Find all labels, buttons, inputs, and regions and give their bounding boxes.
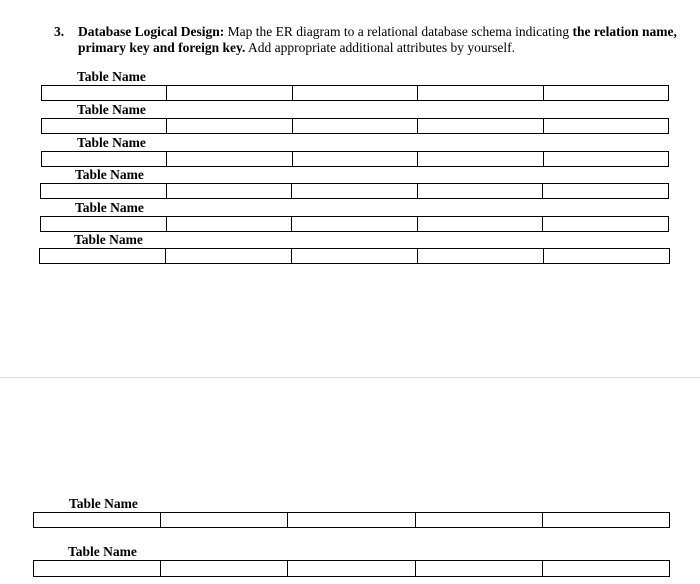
table-cell[interactable] <box>543 86 668 100</box>
question-body-1: Map the ER diagram to a relational database schema indicating <box>224 24 573 39</box>
table-cell[interactable] <box>166 184 292 198</box>
table-cell[interactable] <box>166 152 291 166</box>
table-name-label: Table Name <box>77 135 146 150</box>
table-cell[interactable] <box>41 184 166 198</box>
table-cell[interactable] <box>166 119 291 133</box>
table-name-label: Table Name <box>77 102 146 117</box>
table-cell[interactable] <box>166 217 292 231</box>
table-cell[interactable] <box>160 561 287 576</box>
table-cell[interactable] <box>34 513 160 527</box>
question-body-2: Add appropriate additional attributes by yourself. <box>245 40 515 55</box>
table-cell[interactable] <box>415 561 542 576</box>
table-cell[interactable] <box>543 152 668 166</box>
table-cell[interactable] <box>417 217 543 231</box>
table-row-blank[interactable] <box>33 512 670 528</box>
table-cell[interactable] <box>292 119 417 133</box>
table-row-blank[interactable] <box>40 183 669 199</box>
table-cell[interactable] <box>417 184 543 198</box>
table-cell[interactable] <box>287 561 414 576</box>
table-row-blank[interactable] <box>41 151 669 167</box>
table-cell[interactable] <box>291 249 417 263</box>
table-cell[interactable] <box>165 249 291 263</box>
question-emphasis: the relation name, primary key and foreign key. <box>78 24 677 55</box>
table-name-label: Table Name <box>75 200 144 215</box>
table-cell[interactable] <box>417 152 542 166</box>
table-cell[interactable] <box>292 86 417 100</box>
table-cell[interactable] <box>542 184 668 198</box>
table-cell[interactable] <box>34 561 160 576</box>
table-name-label: Table Name <box>77 69 146 84</box>
table-cell[interactable] <box>417 86 542 100</box>
table-cell[interactable] <box>41 217 166 231</box>
table-cell[interactable] <box>417 119 542 133</box>
table-cell[interactable] <box>542 513 669 527</box>
table-row-blank[interactable] <box>33 560 670 577</box>
table-cell[interactable] <box>417 249 543 263</box>
table-cell[interactable] <box>160 513 287 527</box>
table-row-blank[interactable] <box>41 118 669 134</box>
question-number: 3. <box>54 24 65 39</box>
table-cell[interactable] <box>42 86 166 100</box>
table-cell[interactable] <box>542 217 668 231</box>
table-cell[interactable] <box>542 561 669 576</box>
table-cell[interactable] <box>543 119 668 133</box>
page-break-divider <box>0 377 700 378</box>
table-cell[interactable] <box>40 249 165 263</box>
table-cell[interactable] <box>42 152 166 166</box>
table-cell[interactable] <box>291 217 417 231</box>
table-cell[interactable] <box>543 249 669 263</box>
table-cell[interactable] <box>415 513 542 527</box>
table-cell[interactable] <box>292 152 417 166</box>
table-cell[interactable] <box>291 184 417 198</box>
table-cell[interactable] <box>287 513 414 527</box>
table-row-blank[interactable] <box>39 248 670 264</box>
question-title: Database Logical Design: <box>78 24 225 39</box>
table-name-label: Table Name <box>68 544 137 559</box>
question-text <box>78 24 684 56</box>
table-cell[interactable] <box>166 86 291 100</box>
table-row-blank[interactable] <box>40 216 669 232</box>
table-name-label: Table Name <box>69 496 138 511</box>
table-name-label: Table Name <box>75 167 144 182</box>
table-name-label: Table Name <box>74 232 143 247</box>
table-cell[interactable] <box>42 119 166 133</box>
table-row-blank[interactable] <box>41 85 669 101</box>
question-block <box>54 24 684 56</box>
